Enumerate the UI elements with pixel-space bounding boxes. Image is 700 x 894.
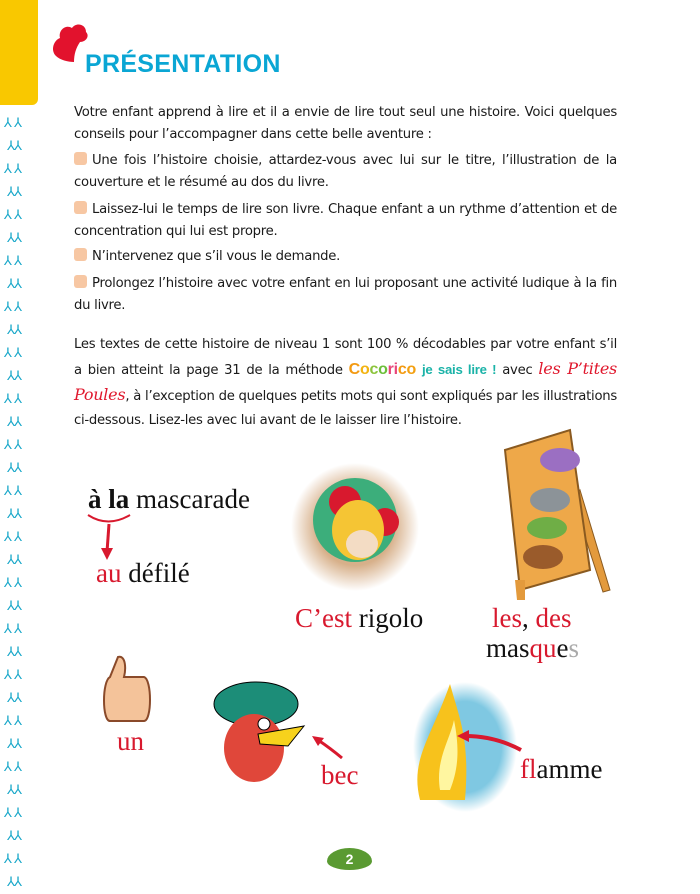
vocab-les-des: les, des — [492, 603, 572, 633]
bullet-item: Laissez-lui le temps de lire son livre. Chaque enfant a un rythme d’attention et de concentration qui lui est propre. — [74, 202, 617, 239]
brand-letter: c — [397, 361, 407, 378]
vocab-masques: masques — [486, 633, 579, 663]
cocorico-brand — [349, 361, 416, 378]
brand-letter: c — [369, 361, 379, 378]
bullet-square-icon — [74, 152, 87, 165]
body-text — [74, 102, 617, 439]
thumbs-up-illustration — [100, 655, 152, 725]
bullet-square-icon — [74, 248, 87, 261]
pointer-arrow-icon — [455, 728, 525, 754]
pointer-arrow-icon — [310, 734, 346, 762]
bullet-item: N’intervenez que s’il vous le demande. — [74, 246, 617, 268]
bullet-item: Une fois l’histoire choisie, attardez-vous avec lui sur le titre, l’illustration de la couverture et le résumé au dos du livre. — [74, 153, 617, 190]
bird-footprints-decoration: ⅄ ⅄ ⅄⅄ ⅄ ⅄ ⅄⅄ ⅄ ⅄ ⅄⅄ ⅄ ⅄ ⅄⅄ ⅄ ⅄ ⅄⅄ ⅄ ⅄ ⅄⅄ ⅄ ⅄ ⅄⅄ ⅄ ⅄ ⅄⅄ ⅄ ⅄ ⅄⅄ ⅄ ⅄ ⅄⅄ ⅄ ⅄ ⅄⅄ ⅄ ⅄ ⅄⅄ ⅄ ⅄ ⅄⅄ ⅄ ⅄ ⅄⅄ ⅄ ⅄ ⅄⅄ ⅄ ⅄ ⅄⅄ ⅄ ⅄ ⅄⅄ — [4, 116, 22, 890]
brand-letter: o — [406, 361, 417, 378]
yellow-side-strip — [0, 0, 38, 105]
vocab-un: un — [117, 726, 144, 756]
bullet-square-icon — [74, 275, 87, 288]
rooster-character-illustration — [208, 676, 308, 791]
red-crest-logo-icon — [50, 22, 90, 64]
brand-letter: o — [359, 361, 370, 378]
series-name: les P’tites Poules — [74, 359, 618, 404]
bullet-square-icon — [74, 201, 87, 214]
vocab-bec: bec — [321, 760, 359, 790]
vocab-cest-rigolo: C’est rigolo — [295, 603, 424, 633]
vocab-a-la-mascarade: à la mascarade — [88, 484, 250, 514]
masks-board-illustration — [485, 430, 615, 602]
liaison-arrow-icon — [86, 512, 136, 562]
brand-letter: o — [378, 361, 388, 378]
brand-tagline: je sais lire ! — [421, 362, 497, 377]
lion-mask-illustration — [290, 462, 420, 592]
vocab-flamme: flamme — [520, 754, 603, 784]
brand-letter: r — [387, 361, 394, 378]
brand-letter: C — [348, 361, 360, 378]
intro-paragraph: Votre enfant apprend à lire et il a envie de lire tout seul une histoire. Voici quelques conseils pour l’accompagner dans cette belle aventure : — [74, 105, 617, 142]
page-title: PRÉSENTATION — [85, 50, 281, 78]
bullet-item: Prolongez l’histoire avec votre enfant en lui proposant une activité ludique à la fin du livre. — [74, 276, 617, 313]
method-paragraph: Les textes de cette histoire de niveau 1 sont 100 % décodables par votre enfant s’il a bien atteint la page 31 de la méthode Cocorico je sais lire ! avec les P’tites Poules, à l’exception de quelques petits mots qui sont expliqués par les illustrations ci-dessous. Lisez-les avec lui avant de le laisser lire l’histoire. — [74, 337, 618, 428]
vocab-au-defile: au défilé — [96, 558, 190, 588]
brand-letter: i — [393, 361, 398, 378]
page-number: 2 — [327, 848, 372, 870]
